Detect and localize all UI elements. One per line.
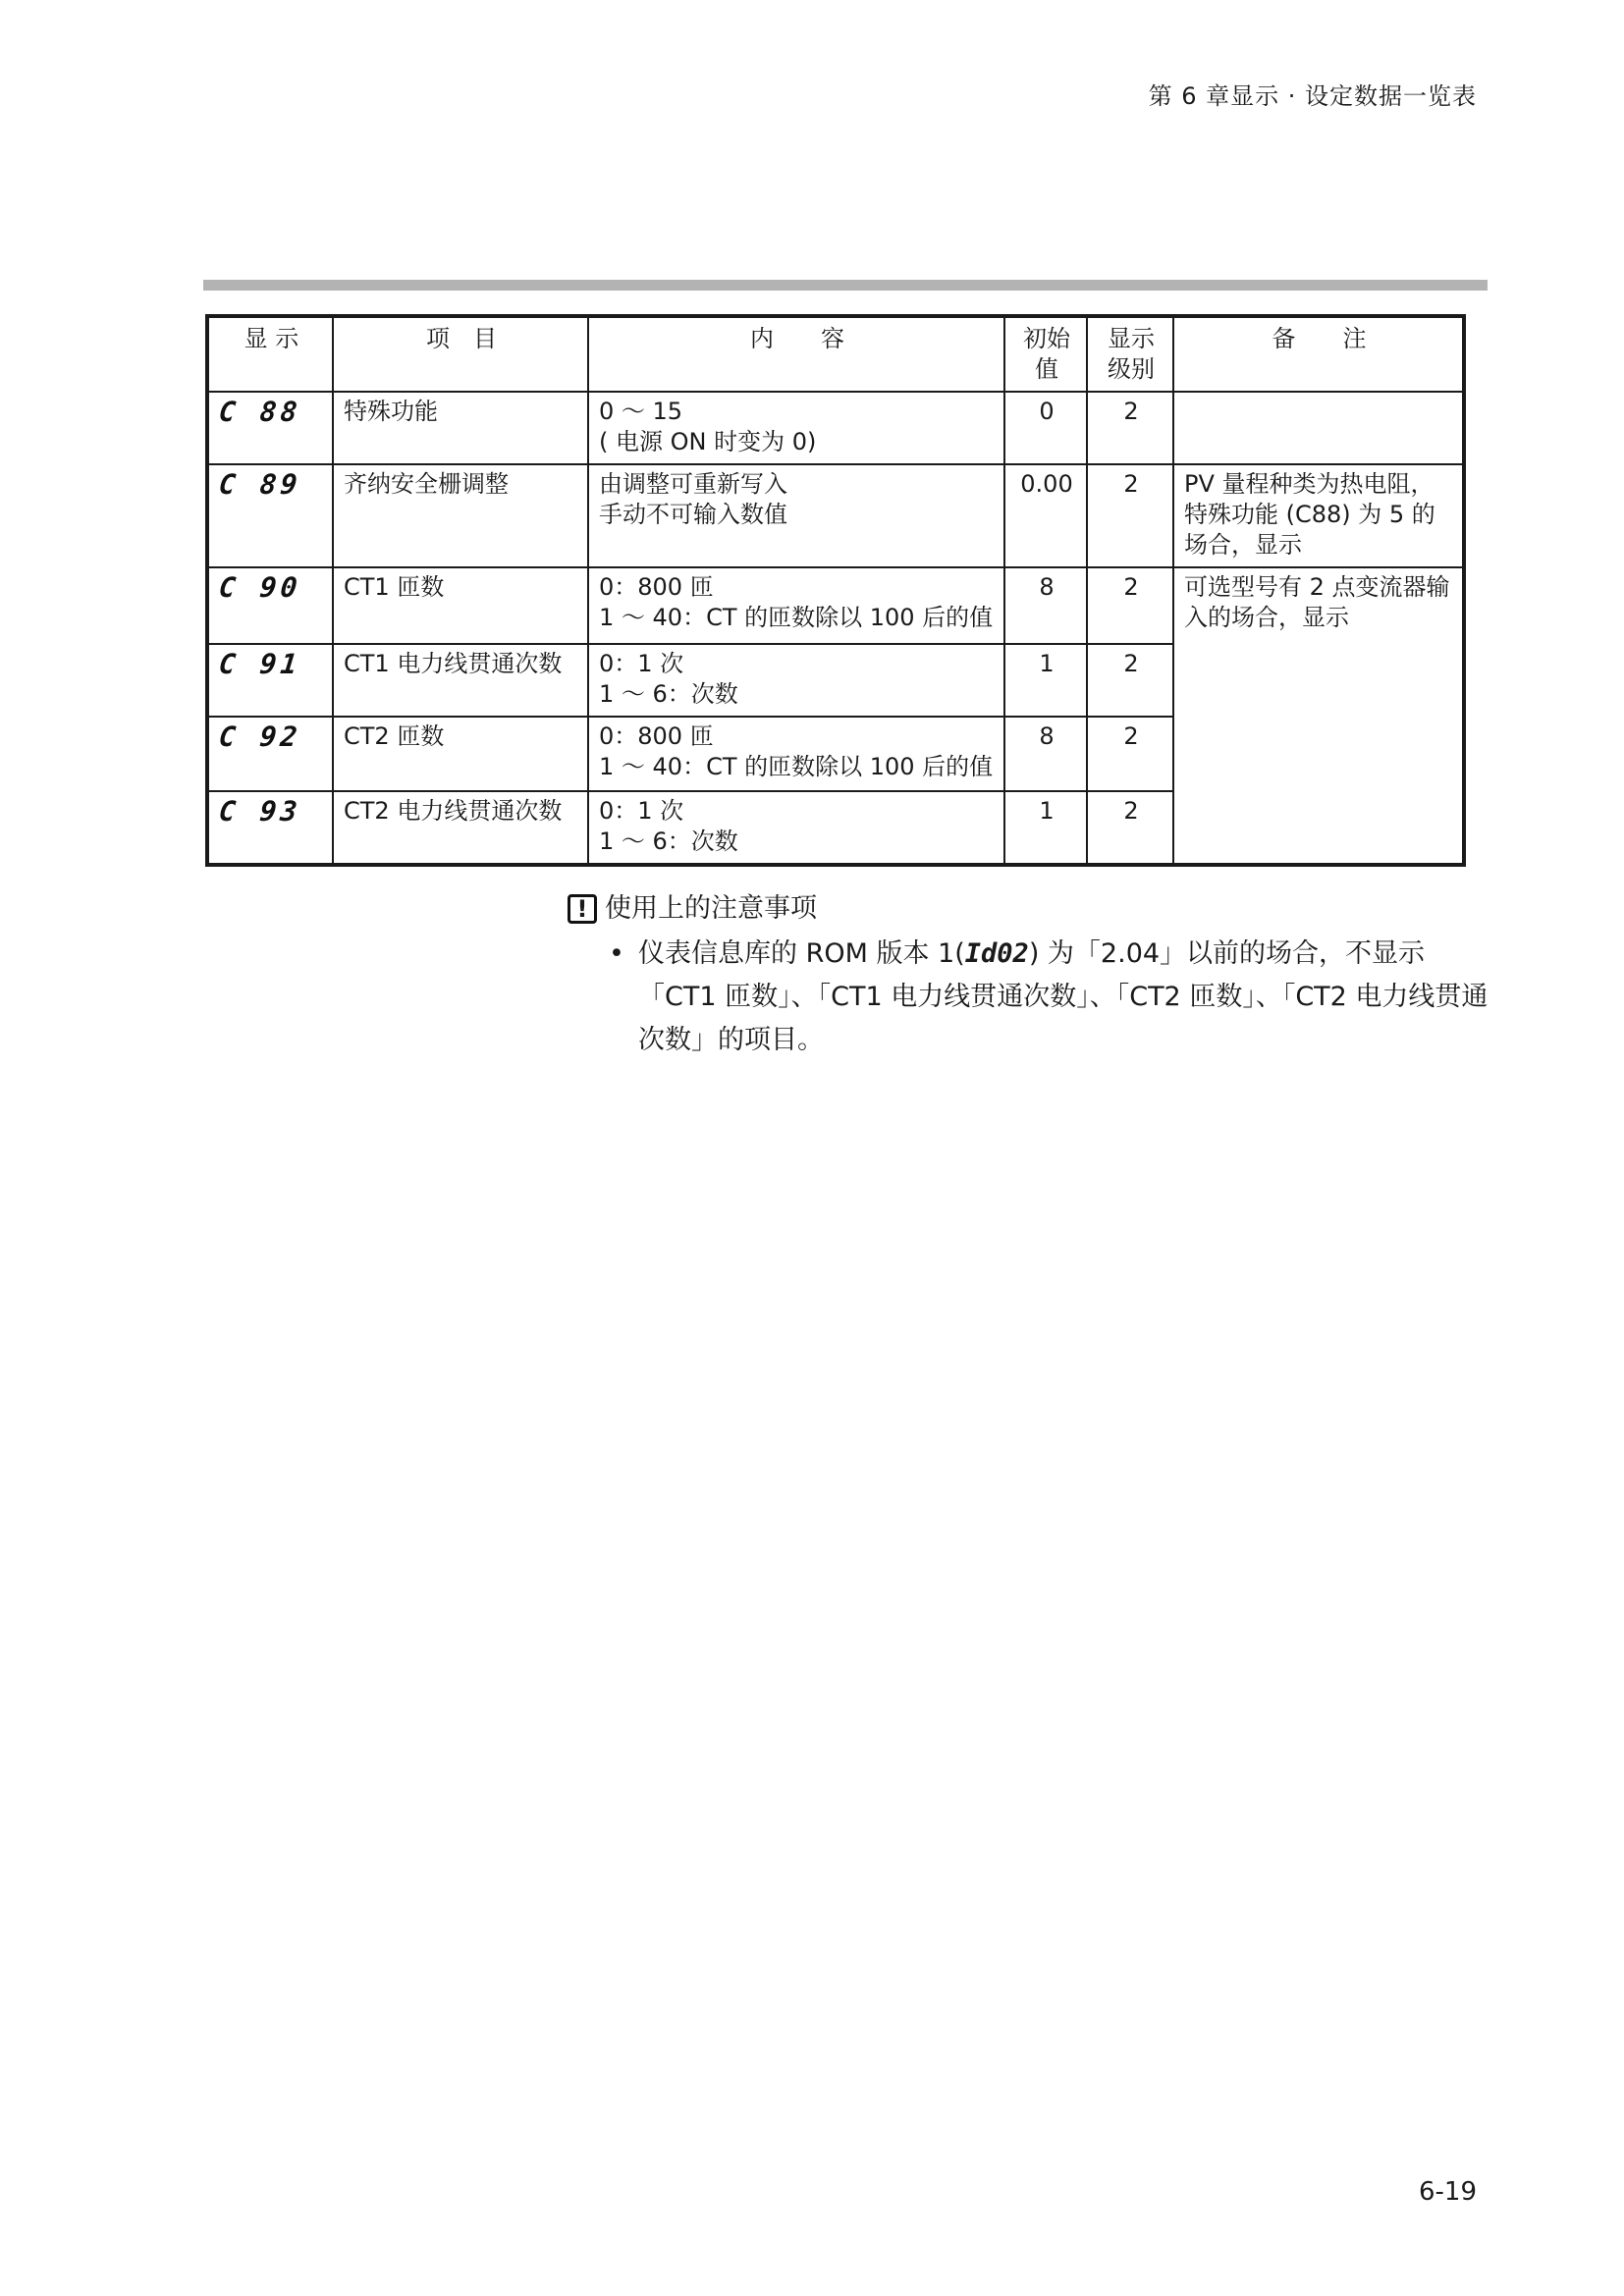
notes-text-end: ) 为「2.04」以前的场合，不显示「CT1 匝数」、「CT1 电力线贯通次数」、「CT2 匝数」、「CT2 电力线贯通次数」的项目。 (638, 938, 1489, 1055)
row-remarks-empty (1173, 392, 1464, 464)
row-code-cell (207, 464, 333, 567)
segment-code: C 92 (217, 721, 303, 753)
row-code-cell (207, 567, 333, 644)
warning-icon: ! (568, 894, 597, 924)
row-level: 2 (1087, 392, 1173, 464)
content-line: 1 ～ 40：CT 的匝数除以 100 后的值 (599, 753, 994, 780)
segment-code: C 88 (217, 396, 303, 428)
row-content (588, 791, 1004, 865)
content-line: 1 ～ 6：次数 (599, 680, 738, 708)
content-line: 1 ～ 40：CT 的匝数除以 100 后的值 (599, 604, 994, 631)
header-content: 内 容 (588, 316, 1004, 392)
row-item: CT1 匝数 (333, 567, 588, 644)
table-row (207, 392, 1464, 464)
content-line: ( 电源 ON 时变为 0) (599, 428, 817, 455)
table-row (207, 567, 1464, 644)
row-content (588, 644, 1004, 717)
row-content (588, 464, 1004, 567)
row-content (588, 567, 1004, 644)
row-initial: 8 (1004, 717, 1087, 791)
row-content (588, 392, 1004, 464)
notes-title-row (568, 887, 1490, 931)
table-header-row (207, 316, 1464, 392)
header-remarks: 备 注 (1173, 316, 1464, 392)
segment-code: C 91 (217, 648, 303, 680)
content-line: 0：1 次 (599, 797, 684, 825)
content-line: 0：800 匝 (599, 573, 714, 601)
row-item: 特殊功能 (333, 392, 588, 464)
row-code-cell (207, 791, 333, 865)
row-initial: 0.00 (1004, 464, 1087, 567)
notes-text (638, 933, 1490, 1062)
content-line: 由调整可重新写入 (599, 470, 787, 498)
segment-code: C 89 (217, 468, 303, 501)
rom-version-code: Id02 (964, 938, 1029, 969)
header-item: 项 目 (333, 316, 588, 392)
row-item: 齐纳安全栅调整 (333, 464, 588, 567)
row-code-cell (207, 717, 333, 791)
chapter-header: 第 6 章显示 · 设定数据一览表 (1148, 82, 1477, 110)
notes-title: 使用上的注意事项 (605, 893, 817, 924)
header-level-line2: 级别 (1108, 355, 1155, 383)
header-level-line1: 显示 (1108, 325, 1155, 352)
segment-code: C 93 (217, 795, 303, 828)
row-level: 2 (1087, 791, 1173, 865)
row-content (588, 717, 1004, 791)
content-line: 1 ～ 6：次数 (599, 828, 738, 855)
table-row (207, 464, 1464, 567)
header-display: 显 示 (207, 316, 333, 392)
row-remarks: PV 量程种类为热电阻，特殊功能 (C88) 为 5 的场合，显示 (1173, 464, 1464, 567)
usage-notes (568, 887, 1490, 1062)
content-line: 0：800 匝 (599, 722, 714, 750)
row-level: 2 (1087, 464, 1173, 567)
row-level: 2 (1087, 717, 1173, 791)
row-item: CT2 电力线贯通次数 (333, 791, 588, 865)
header-level (1087, 316, 1173, 392)
notes-text-start: 仪表信息库的 ROM 版本 1( (638, 938, 965, 969)
row-initial: 1 (1004, 791, 1087, 865)
page-number: 6-19 (1418, 2177, 1477, 2207)
content-line: 0：1 次 (599, 650, 684, 677)
content-line: 手动不可输入数值 (599, 501, 787, 528)
row-remarks: 可选型号有 2 点变流器输入的场合，显示 (1173, 567, 1464, 865)
bullet-dot: • (609, 938, 624, 969)
notes-bullet-item (568, 933, 1490, 1062)
row-initial: 8 (1004, 567, 1087, 644)
row-code-cell (207, 644, 333, 717)
row-level: 2 (1087, 644, 1173, 717)
row-level: 2 (1087, 567, 1173, 644)
row-item: CT2 匝数 (333, 717, 588, 791)
row-code-cell (207, 392, 333, 464)
row-initial: 1 (1004, 644, 1087, 717)
row-initial: 0 (1004, 392, 1087, 464)
row-item: CT1 电力线贯通次数 (333, 644, 588, 717)
settings-table (205, 314, 1466, 867)
header-initial: 初始值 (1004, 316, 1087, 392)
content-line: 0 ～ 15 (599, 398, 683, 425)
section-divider (203, 280, 1488, 291)
segment-code: C 90 (217, 571, 303, 604)
